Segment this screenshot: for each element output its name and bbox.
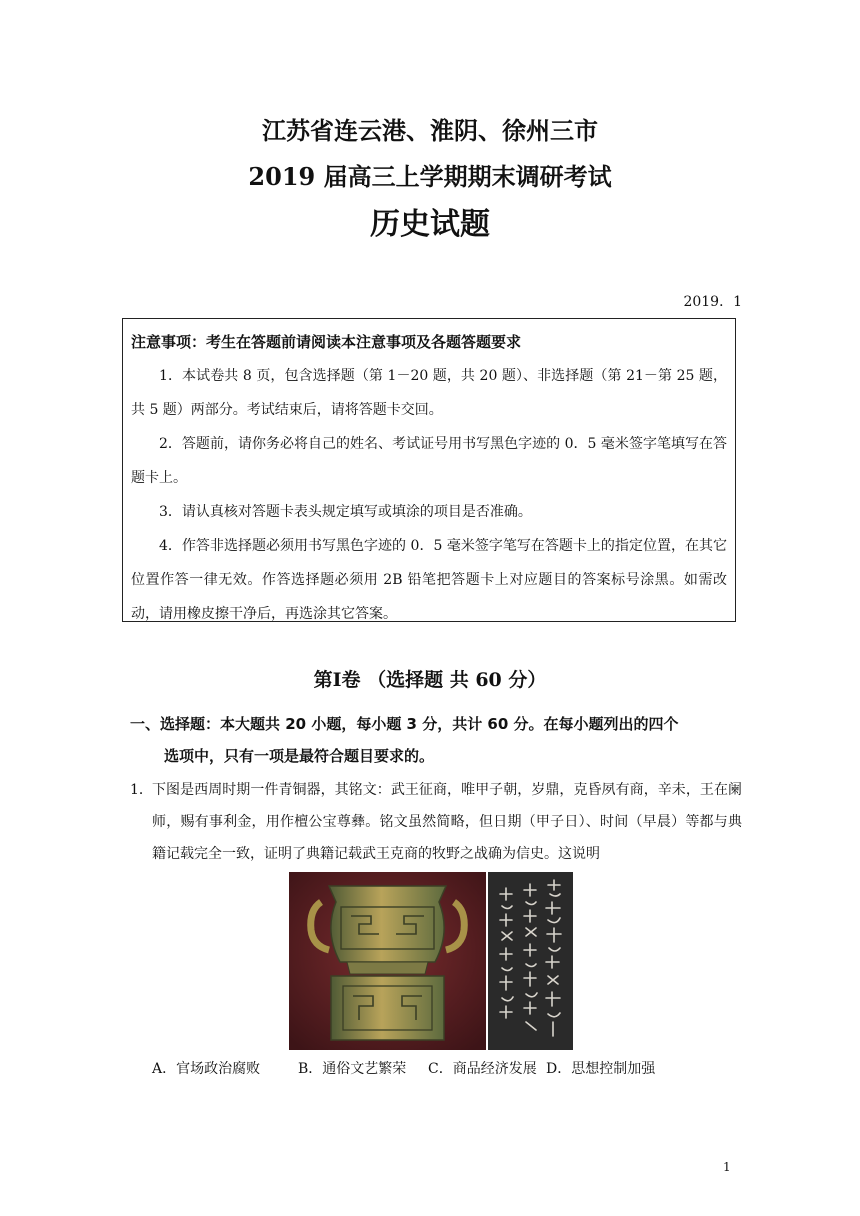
part-heading-line: 一、选择题：本大题共 20 小题，每小题 3 分，共计 60 分。在每小题列出的四个 (130, 715, 679, 733)
answer-options (152, 1058, 655, 1080)
option-d[interactable]: D．思想控制加强 (546, 1061, 656, 1077)
page-number: 1 (723, 1160, 731, 1174)
option-c[interactable]: C．商品经济发展 (428, 1061, 537, 1077)
exam-subject-title: 历史试题 (370, 207, 490, 242)
exam-region-title: 江苏省连云港、淮阴、徐州三市 (262, 116, 598, 145)
exam-session-title: 2019 届高三上学期期末调研考试 (248, 162, 612, 191)
question-stem: 下图是西周时期一件青铜器，其铭文：武王征商，唯甲子朝，岁鼎，克昏夙有商，辛未，王在阑师，赐有事利金，用作檀公宝尊彝。铭文虽然简略，但日期（甲子日）、时间（早晨）等都与典籍记载完全一致，证明了典籍记载武王克商的牧野之战确为信史。这说明 (152, 782, 742, 862)
option-a[interactable]: A．官场政治腐败 (152, 1061, 261, 1077)
notice-heading: 注意事项：考生在答题前请阅读本注意事项及各题答题要求 (131, 333, 522, 351)
option-b[interactable]: B．通俗文艺繁荣 (298, 1061, 407, 1077)
section-title: 第Ⅰ卷 （选择题 共 60 分） (313, 669, 547, 691)
question-figure (289, 872, 573, 1050)
notice-box (122, 318, 736, 622)
bronze-vessel-image (289, 872, 486, 1050)
notice-item: 2．答题前，请你务必将自己的姓名、考试证号用书写黑色字迹的 0．5 毫米签字笔填写在答题卡上。 (131, 436, 727, 486)
question-number: 1． (130, 782, 153, 798)
part-heading-line: 选项中，只有一项是最符合题目要求的。 (164, 747, 435, 765)
notice-item: 1．本试卷共 8 页，包含选择题（第 1－20 题，共 20 题）、非选择题（第 21－第 25 题，共 5 题）两部分。考试结束后，请将答题卡交回。 (131, 368, 727, 418)
notice-item: 4．作答非选择题必须用书写黑色字迹的 0．5 毫米签字笔写在答题卡上的指定位置，在其它位置作答一律无效。作答选择题必须用 2B 铅笔把答题卡上对应题目的答案标号涂黑。如需改动，请用橡皮擦干净后，再选涂其它答案。 (131, 538, 727, 622)
part-heading (130, 708, 742, 772)
question-1 (130, 774, 742, 870)
exam-date: 2019．1 (683, 294, 742, 310)
inscription-rubbing-image (488, 872, 573, 1050)
notice-item: 3．请认真核对答题卡表头规定填写或填涂的项目是否准确。 (159, 504, 532, 520)
